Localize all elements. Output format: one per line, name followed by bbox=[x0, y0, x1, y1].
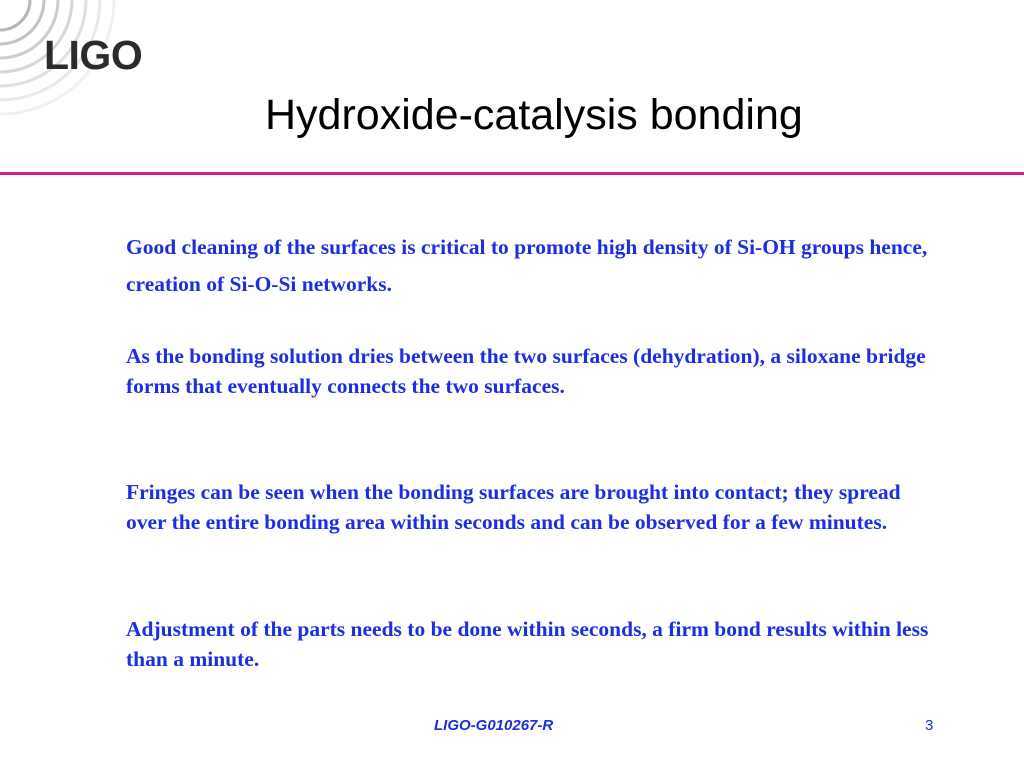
paragraph-siloxane-bridge: As the bonding solution dries between the two surfaces (dehydration), a siloxane bridge forms that eventually connects the two surfaces. bbox=[126, 344, 926, 398]
title-divider bbox=[0, 172, 1024, 175]
slide-title: Hydroxide-catalysis bonding bbox=[265, 91, 803, 139]
page-number: 3 bbox=[925, 717, 934, 734]
paragraph-adjustment: Adjustment of the parts needs to be done within seconds, a firm bond results within less than a minute. bbox=[126, 617, 929, 671]
ligo-logo-text: LIGO bbox=[44, 32, 143, 78]
footer-document-id: LIGO-G010267-R bbox=[434, 717, 554, 734]
paragraph-surface-cleaning: Good cleaning of the surfaces is critical to promote high density of Si-OH groups hence, creation of Si-O-Si networks. bbox=[126, 235, 928, 296]
paragraph-fringes: Fringes can be seen when the bonding surfaces are brought into contact; they spread over the entire bonding area within seconds and can be observed for a few minutes. bbox=[126, 480, 901, 534]
